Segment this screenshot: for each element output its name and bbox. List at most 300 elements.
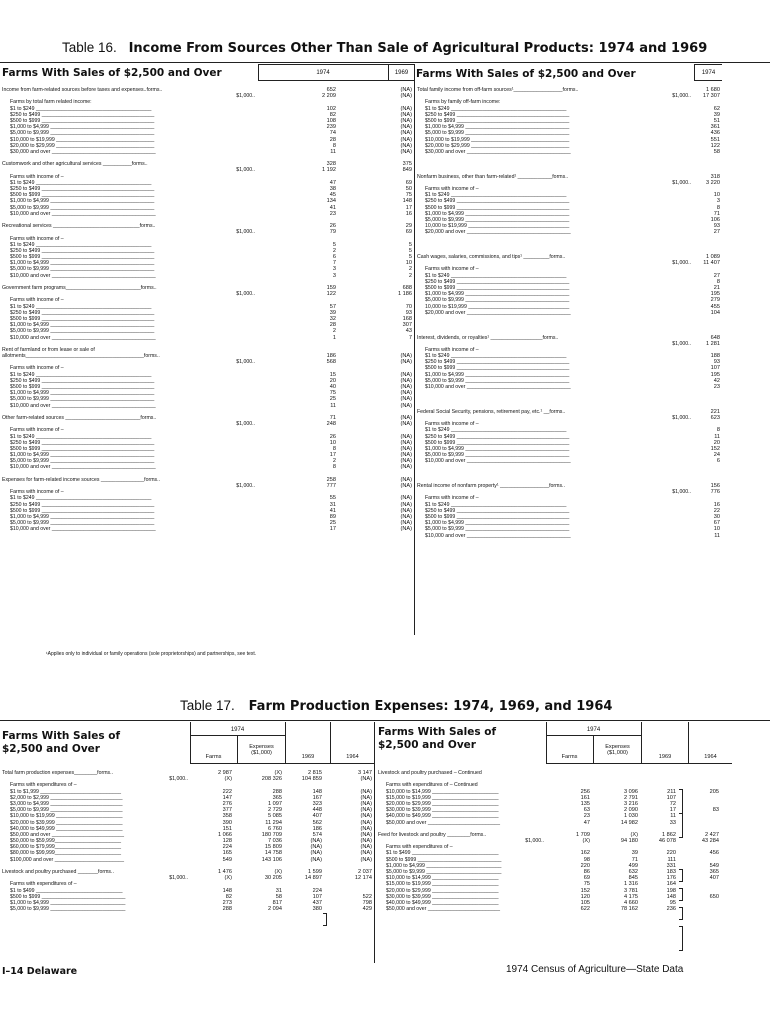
- table-row-label: $1 to $249 ________________________________________: [10, 303, 152, 310]
- table-cell: 71: [329, 414, 336, 421]
- table-cell: 17: [669, 807, 676, 814]
- table-cell: 8: [332, 445, 336, 452]
- table-cell: 16: [405, 210, 412, 217]
- table-cell: (NA): [400, 124, 412, 131]
- t17-left-col-farms: Farms: [205, 754, 222, 760]
- table-cell: 15 809: [264, 844, 282, 851]
- table-cell: 256: [580, 788, 590, 795]
- table-cell: 549: [222, 856, 232, 863]
- table-row-label: $1,000..: [236, 483, 255, 489]
- table-row-label: $500 to $999 _______________________________________: [10, 507, 155, 514]
- table-row-label: $500 to $999 _______________________________________: [425, 204, 570, 211]
- brace-mark: [679, 888, 683, 901]
- table-row-label: $20,000 to $29,999 _______________________: [386, 800, 499, 807]
- t17-left-stub: [2, 770, 190, 912]
- t16-col-1974: 1974: [316, 70, 330, 76]
- table-cell: 128: [222, 838, 232, 845]
- table-row-label: $5,000 to $9,999 ____________________________________: [425, 452, 570, 459]
- table-cell: 2 037: [358, 869, 372, 875]
- table-row-label: $1,000 to $4,999 ____________________________________: [10, 322, 155, 329]
- table-cell: 24: [713, 452, 720, 459]
- table-cell: 134: [326, 198, 336, 205]
- table-cell: 28: [329, 322, 336, 329]
- table-row-label: $50,000 and over _________________________: [10, 831, 124, 838]
- table-cell: 14 897: [304, 875, 322, 882]
- table-row-label: Feed for livestock and poultry ________forms..: [378, 831, 487, 838]
- table-cell: 165: [222, 850, 232, 857]
- table-17-title: [180, 698, 612, 714]
- table-row-label: $500 to $999 _______________________________________: [10, 315, 155, 322]
- table-cell: (NA): [400, 483, 412, 489]
- table-row-label: $5,000 to $9,999 ____________________________________: [10, 458, 155, 465]
- table-row-label: $10,000 and over ____________________________________: [10, 272, 156, 279]
- table-row-label: $500 to $999 _____________________________: [386, 856, 502, 863]
- table-cell: 83: [712, 807, 719, 814]
- table-cell: 2 094: [268, 906, 282, 913]
- t16-left-1969-values: [389, 87, 412, 533]
- table-row-label: $10,000 and over ____________________________________: [425, 532, 571, 539]
- table-cell: 222: [222, 788, 232, 795]
- table-row-label: Farms with expenditures of –: [10, 881, 77, 888]
- table-cell: 258: [326, 476, 336, 483]
- table-cell: 436: [710, 130, 720, 137]
- table-cell: 33: [669, 819, 676, 826]
- table-cell: 11: [330, 402, 336, 409]
- table-row-label: Expenses for farm-related income sources _______________forms..: [2, 476, 161, 483]
- t17-right-col-1969: 1969: [658, 754, 672, 760]
- table-cell: (NA): [400, 142, 412, 149]
- table-cell: 688: [402, 285, 412, 291]
- table-cell: 107: [666, 794, 676, 801]
- table-cell: 429: [362, 906, 372, 913]
- table-cell: 12 174: [354, 875, 372, 882]
- table-cell: 151: [222, 825, 232, 832]
- table-cell: 180 709: [261, 831, 282, 838]
- table-cell: 29: [405, 223, 412, 230]
- table-cell: 79: [329, 229, 336, 236]
- table-cell: 1 097: [268, 800, 282, 807]
- table-cell: 14 982: [620, 819, 638, 826]
- table-row-label: $500 to $999 _______________________________________: [425, 513, 570, 520]
- table-cell: 7: [332, 260, 336, 267]
- table-cell: (NA): [360, 807, 372, 814]
- table-16-label: Table 16.: [62, 40, 117, 55]
- table-cell: 1 862: [662, 831, 676, 838]
- table-cell: 7: [408, 334, 412, 341]
- table-row-label: $500 to $999 _______________________________________: [425, 117, 570, 124]
- table-cell: 148: [666, 893, 676, 900]
- t16-right-stub: [417, 87, 693, 539]
- table-cell: 2: [408, 272, 412, 279]
- table-cell: (NA): [400, 433, 412, 440]
- table-cell: 8: [332, 142, 336, 149]
- table-row-label: $500 to $999 _______________________________________: [10, 192, 155, 199]
- table-cell: 69: [405, 229, 412, 236]
- publication-title: 1974 Census of Agriculture—State Data: [506, 964, 684, 975]
- table-cell: 1: [332, 334, 336, 341]
- table-row-label: $250 to $499 _______________________________________: [10, 501, 155, 508]
- table-cell: 39: [713, 111, 720, 118]
- table-row-label: $500 to $999 _______________________________________: [10, 117, 155, 124]
- table-row-label: $250 to $499 _______________________________________: [425, 278, 570, 285]
- table-cell: 455: [710, 303, 720, 310]
- table-row-label: $1,000..: [672, 340, 691, 347]
- table-cell: 3 096: [624, 788, 638, 795]
- t17-left-col-1964: 1964: [346, 754, 359, 760]
- table-cell: (NA): [400, 93, 412, 100]
- table-row-label: $1,000..: [236, 291, 255, 298]
- brace-mark: [679, 869, 683, 882]
- t17-right-col-expenses: Expenses ($1,000): [605, 744, 630, 756]
- table-cell: 43 284: [701, 838, 719, 845]
- table-cell: 11: [714, 433, 720, 440]
- table-cell: (NA): [310, 850, 322, 857]
- table-cell: (NA): [400, 377, 412, 384]
- table-row-label: $1,000 to $4,999 __________________________: [386, 862, 502, 869]
- table-cell: (NA): [400, 87, 412, 93]
- table-cell: (NA): [400, 396, 412, 403]
- table-cell: 776: [710, 489, 720, 496]
- table-16-title: [62, 40, 707, 56]
- table-cell: 135: [580, 800, 590, 807]
- table-cell: 23: [329, 210, 336, 217]
- table-cell: (NA): [360, 856, 372, 863]
- table-cell: (NA): [400, 458, 412, 465]
- table-cell: 1 030: [624, 813, 638, 820]
- table-cell: 23: [713, 384, 720, 390]
- table-cell: 3: [332, 272, 336, 279]
- table-row-label: Farms with income of –: [425, 266, 479, 273]
- t16-right-header: Farms With Sales of $2,500 and Over: [416, 68, 636, 80]
- table-cell: 220: [666, 850, 676, 857]
- table-cell: 107: [312, 893, 322, 900]
- table-row-label: $1,000..: [236, 359, 255, 366]
- table-row-label: $5,000 to $9,999 __________________________: [10, 906, 126, 913]
- table-cell: (NA): [400, 495, 412, 502]
- table-row-label: $15,000 to $19,999 _______________________: [386, 881, 499, 888]
- table-row-label: $20,000 to $39,999 _______________________: [10, 819, 123, 826]
- table-row-label: Farms with expenditures of – Continued: [386, 782, 478, 789]
- table-row-label: $5,000 to $9,999 __________________________: [386, 869, 502, 875]
- table-cell: 2 791: [624, 794, 638, 801]
- table-row-label: $500 to $999 _______________________________________: [425, 439, 570, 446]
- table-cell: 6: [716, 458, 720, 465]
- table-cell: 148: [222, 887, 232, 894]
- table-cell: (NA): [400, 414, 412, 421]
- table-cell: 161: [580, 794, 590, 801]
- table-cell: 208 326: [261, 776, 282, 783]
- table-cell: 777: [326, 483, 336, 489]
- table-cell: 105: [580, 899, 590, 906]
- table-cell: 69: [405, 179, 412, 186]
- table-row-label: $50,000 and over _________________________: [386, 906, 500, 913]
- table-row-label: $20,000 and over ____________________________________: [425, 229, 571, 236]
- table-row-label: $30,000 to $39,999 _______________________: [386, 893, 499, 900]
- table-row-label: $500 to $999 _______________________________________: [10, 384, 155, 390]
- table-row-label: $250 to $499 _______________________________________: [10, 377, 155, 384]
- table-row-label: $1 to $249 ________________________________________: [425, 105, 567, 112]
- brace-mark: [679, 926, 683, 951]
- brace-mark: [323, 913, 327, 926]
- table-row-label: $10,000 and over ____________________________________: [425, 384, 571, 390]
- table-row-label: $500 to $999 _____________________________: [10, 893, 126, 900]
- table-cell: (NA): [400, 117, 412, 124]
- table-cell: 2 815: [308, 770, 322, 776]
- table-cell: (NA): [360, 794, 372, 801]
- table-cell: 10: [329, 439, 336, 446]
- table-cell: (NA): [360, 788, 372, 795]
- table-cell: 331: [666, 862, 676, 869]
- table-row-label: $30,000 and over ____________________________________: [10, 148, 156, 155]
- table-cell: (NA): [400, 445, 412, 452]
- table-cell: 361: [710, 124, 720, 131]
- table-cell: (NA): [310, 856, 322, 863]
- table-cell: 1 186: [398, 291, 412, 298]
- table-cell: 111: [667, 856, 676, 863]
- table-cell: [689, 906, 719, 912]
- t17-left-1969-values: [286, 770, 322, 912]
- table-cell: 17: [329, 452, 336, 459]
- table-row-label: $10,000 and over ____________________________________: [425, 458, 571, 465]
- table-cell: 407: [312, 813, 322, 820]
- table-cell: 5: [408, 247, 412, 254]
- table-row-label: $1,000 to $4,999 ____________________________________: [10, 452, 155, 459]
- table-row-label: $10,000 and over ____________________________________: [10, 334, 156, 341]
- table-cell: 328: [326, 161, 336, 168]
- table-cell: 650: [709, 893, 719, 900]
- t17-right-1964-values: [689, 770, 719, 912]
- table-cell: 183: [666, 869, 676, 875]
- table-row-label: Farms with income of –: [425, 421, 479, 428]
- table-cell: 39: [329, 309, 336, 316]
- page-number-label: I–14 Delaware: [2, 966, 78, 977]
- table-cell: (NA): [360, 844, 372, 851]
- table-row-label: $1 to $249 ________________________________________: [10, 241, 152, 248]
- t17-left-1964-values: [331, 770, 372, 912]
- table-row-label: $1 to $249 ________________________________________: [10, 495, 152, 502]
- table-cell: 108: [326, 117, 336, 124]
- table-cell: 623: [710, 414, 720, 421]
- table-row-label: $10,000 to $19,999 _______________________: [10, 813, 123, 820]
- table-cell: (NA): [360, 800, 372, 807]
- table-row-label: Farms by family off-farm income:: [425, 99, 501, 106]
- table-cell: 1 192: [322, 167, 336, 174]
- table-row-label: $10,000 and over ____________________________________: [10, 526, 156, 533]
- table-cell: 1 680: [706, 87, 720, 93]
- table-cell: 58: [275, 893, 282, 900]
- table-row-label: $5,000 to $9,999 ____________________________________: [425, 526, 570, 533]
- table-cell: 377: [222, 807, 232, 814]
- table-cell: 72: [669, 800, 676, 807]
- table-row-label: $1 to $249 ________________________________________: [425, 353, 567, 360]
- table-cell: 448: [312, 807, 322, 814]
- table-row-label: $1,000 to $4,999 ____________________________________: [425, 371, 570, 378]
- table-cell: 63: [583, 807, 590, 814]
- table-row-label: $1 to $249 ________________________________________: [425, 427, 567, 434]
- t16-col-1969: 1969: [394, 70, 409, 76]
- table-cell: 8: [716, 204, 720, 211]
- table-cell: 46 078: [658, 838, 676, 845]
- table-cell: (NA): [400, 390, 412, 397]
- table-cell: 6: [332, 254, 336, 261]
- table-row-label: $500 to $999 _______________________________________: [10, 254, 155, 261]
- table-row-label: $1,000..: [236, 421, 255, 428]
- table-row-label: Farms with income of –: [10, 297, 64, 304]
- table-row-label: $1,000..: [236, 93, 255, 100]
- table-cell: 273: [222, 899, 232, 906]
- t17-right-expenses-values: [594, 770, 638, 912]
- table-cell: (NA): [400, 402, 412, 409]
- table-row-label: $1,000 to $4,999 ____________________________________: [10, 124, 155, 131]
- table-cell: (NA): [400, 148, 412, 155]
- table-cell: 21: [713, 285, 720, 291]
- table-row-label: $50,000 and over _________________________: [386, 819, 500, 826]
- t16-footnote: ¹Applies only to individual or family operations (sole proprietorships) and partnerships, see text.: [46, 651, 257, 657]
- table-row-label: Cash wages, salaries, commissions, and tips¹ _________forms..: [417, 254, 566, 261]
- table-cell: 1 089: [706, 254, 720, 261]
- table-cell: 45: [329, 192, 336, 199]
- table-row-label: $250 to $499 _______________________________________: [10, 186, 155, 192]
- table-cell: 380: [312, 906, 322, 913]
- table-cell: 58: [713, 148, 720, 155]
- table-cell: 86: [583, 869, 590, 875]
- table-row-label: $10,000 to $14,999 _______________________: [386, 875, 499, 882]
- table-row-label: Farms with income of –: [10, 427, 64, 434]
- table-cell: 102: [326, 105, 336, 112]
- table-cell: 148: [312, 788, 322, 795]
- table-row-label: $5,000 to $9,999 ____________________________________: [425, 216, 570, 223]
- table-cell: (NA): [360, 831, 372, 838]
- brace-mark: [679, 789, 683, 814]
- table-cell: 239: [326, 124, 336, 131]
- table-cell: 4 660: [624, 899, 638, 906]
- table-row-label: $250 to $499 _______________________________________: [425, 111, 570, 118]
- table-cell: 95: [669, 899, 676, 906]
- table-row-label: $250 to $499 _______________________________________: [10, 111, 155, 118]
- table-cell: (NA): [400, 111, 412, 118]
- table-row-label: Farms with income of –: [425, 495, 479, 502]
- table-cell: 122: [710, 142, 720, 149]
- table-cell: 156: [710, 483, 720, 489]
- table-cell: 1 281: [706, 340, 720, 347]
- table-row-label: $10,000 and over ____________________________________: [10, 464, 156, 471]
- table-cell: 164: [666, 881, 676, 888]
- table-row-label: Income from farm-related sources before taxes and expenses..forms..: [2, 87, 163, 93]
- table-cell: (NA): [400, 464, 412, 471]
- table-row-label: Total family income from off-farm sources¹_________________forms..: [417, 87, 579, 93]
- table-cell: 32: [329, 315, 336, 322]
- table-cell: 2 427: [705, 831, 719, 838]
- table-row-label: Farms with income of –: [425, 186, 479, 192]
- table-row-label: $1,000..: [672, 414, 691, 421]
- table-row-label: $10,000 to $19,999 __________________________________: [425, 136, 570, 143]
- table-row-label: $250 to $499 _______________________________________: [425, 359, 570, 366]
- table-row-label: Government farm programs__________________________forms..: [2, 285, 157, 291]
- table-row-label: $20,000 to $29,999 _______________________: [386, 887, 499, 894]
- table-row-label: $10,000 to $19,999 __________________________________: [10, 136, 155, 143]
- table-row-label: $250 to $499 _______________________________________: [10, 439, 155, 446]
- table-row-label: $40,000 to $49,999 _______________________: [386, 899, 499, 906]
- table-cell: (NA): [400, 130, 412, 137]
- table-cell: 41: [329, 204, 336, 211]
- table-cell: 11: [330, 148, 336, 155]
- table-cell: 27: [713, 272, 720, 279]
- table-cell: 71: [713, 210, 720, 217]
- table-cell: 3: [332, 266, 336, 273]
- table-cell: 62: [713, 105, 720, 112]
- table-cell: 55: [329, 495, 336, 502]
- table-cell: 276: [222, 800, 232, 807]
- table-cell: (NA): [400, 452, 412, 459]
- table-row-label: $5,000 to $9,999 ____________________________________: [10, 328, 155, 335]
- t17-left-col-expenses: Expenses ($1,000): [249, 744, 274, 756]
- table-row-label: $500 to $999 _______________________________________: [10, 445, 155, 452]
- table-cell: 74: [329, 130, 336, 137]
- table-cell: 67: [713, 520, 720, 527]
- table-cell: 11: [670, 813, 676, 820]
- table-cell: 211: [667, 788, 676, 795]
- table-cell: 104: [710, 309, 720, 316]
- table-row-label: Farms with income of –: [425, 346, 479, 353]
- table-row-label: $1 to $249 ________________________________________: [10, 433, 152, 440]
- table-row-label: Farms with expenditures of –: [386, 844, 453, 851]
- table-cell: 798: [362, 899, 372, 906]
- table-cell: 51: [713, 117, 720, 124]
- t17-left-expenses-values: [238, 770, 282, 912]
- table-cell: 30: [713, 513, 720, 520]
- table-row-label: $40,000 to $49,999 _______________________: [10, 825, 123, 832]
- table-cell: (NA): [400, 507, 412, 514]
- table-cell: 205: [709, 788, 719, 795]
- table-cell: 195: [710, 371, 720, 378]
- table-cell: 522: [362, 893, 372, 900]
- table-cell: 307: [402, 322, 412, 329]
- table-cell: 437: [312, 899, 322, 906]
- table-cell: 2: [408, 266, 412, 273]
- table-cell: (NA): [310, 844, 322, 851]
- table-cell: 817: [272, 899, 282, 906]
- table-cell: 5: [332, 241, 336, 248]
- table-row-label: $20,000 to $29,999 __________________________________: [10, 142, 155, 149]
- table-cell: 28: [329, 136, 336, 143]
- table-cell: 845: [628, 875, 638, 882]
- table-cell: 456: [709, 850, 719, 857]
- table-cell: 562: [312, 819, 322, 826]
- table-row-label: Total farm production expenses________forms..: [2, 770, 114, 776]
- table-cell: 2 987: [218, 770, 232, 776]
- table-row-label: Farms with income of –: [10, 235, 64, 242]
- table-row-label: $60,000 to $79,999_______________________: [10, 844, 122, 851]
- table-cell: 17 307: [702, 93, 720, 100]
- table-cell: 3 220: [706, 179, 720, 186]
- table-row-label: $5,000 to $9,999 ____________________________________: [425, 297, 570, 304]
- table-cell: 168: [402, 315, 412, 322]
- table-row-label: $15,000 to $19,999 _______________________: [386, 794, 499, 801]
- table-cell: 195: [710, 291, 720, 298]
- t17-right-stub: [378, 770, 546, 912]
- table-row-label: $1 to $499 ______________________________: [386, 850, 499, 857]
- table-cell: 98: [583, 856, 590, 863]
- table-cell: 10: [713, 192, 720, 199]
- table-cell: 8: [716, 427, 720, 434]
- table-cell: (NA): [400, 384, 412, 390]
- table-cell: 551: [710, 136, 720, 143]
- table-cell: (NA): [360, 825, 372, 832]
- table-cell: 6 760: [268, 825, 282, 832]
- table-cell: 5: [408, 254, 412, 261]
- table-cell: (NA): [400, 105, 412, 112]
- table-cell: 5: [408, 241, 412, 248]
